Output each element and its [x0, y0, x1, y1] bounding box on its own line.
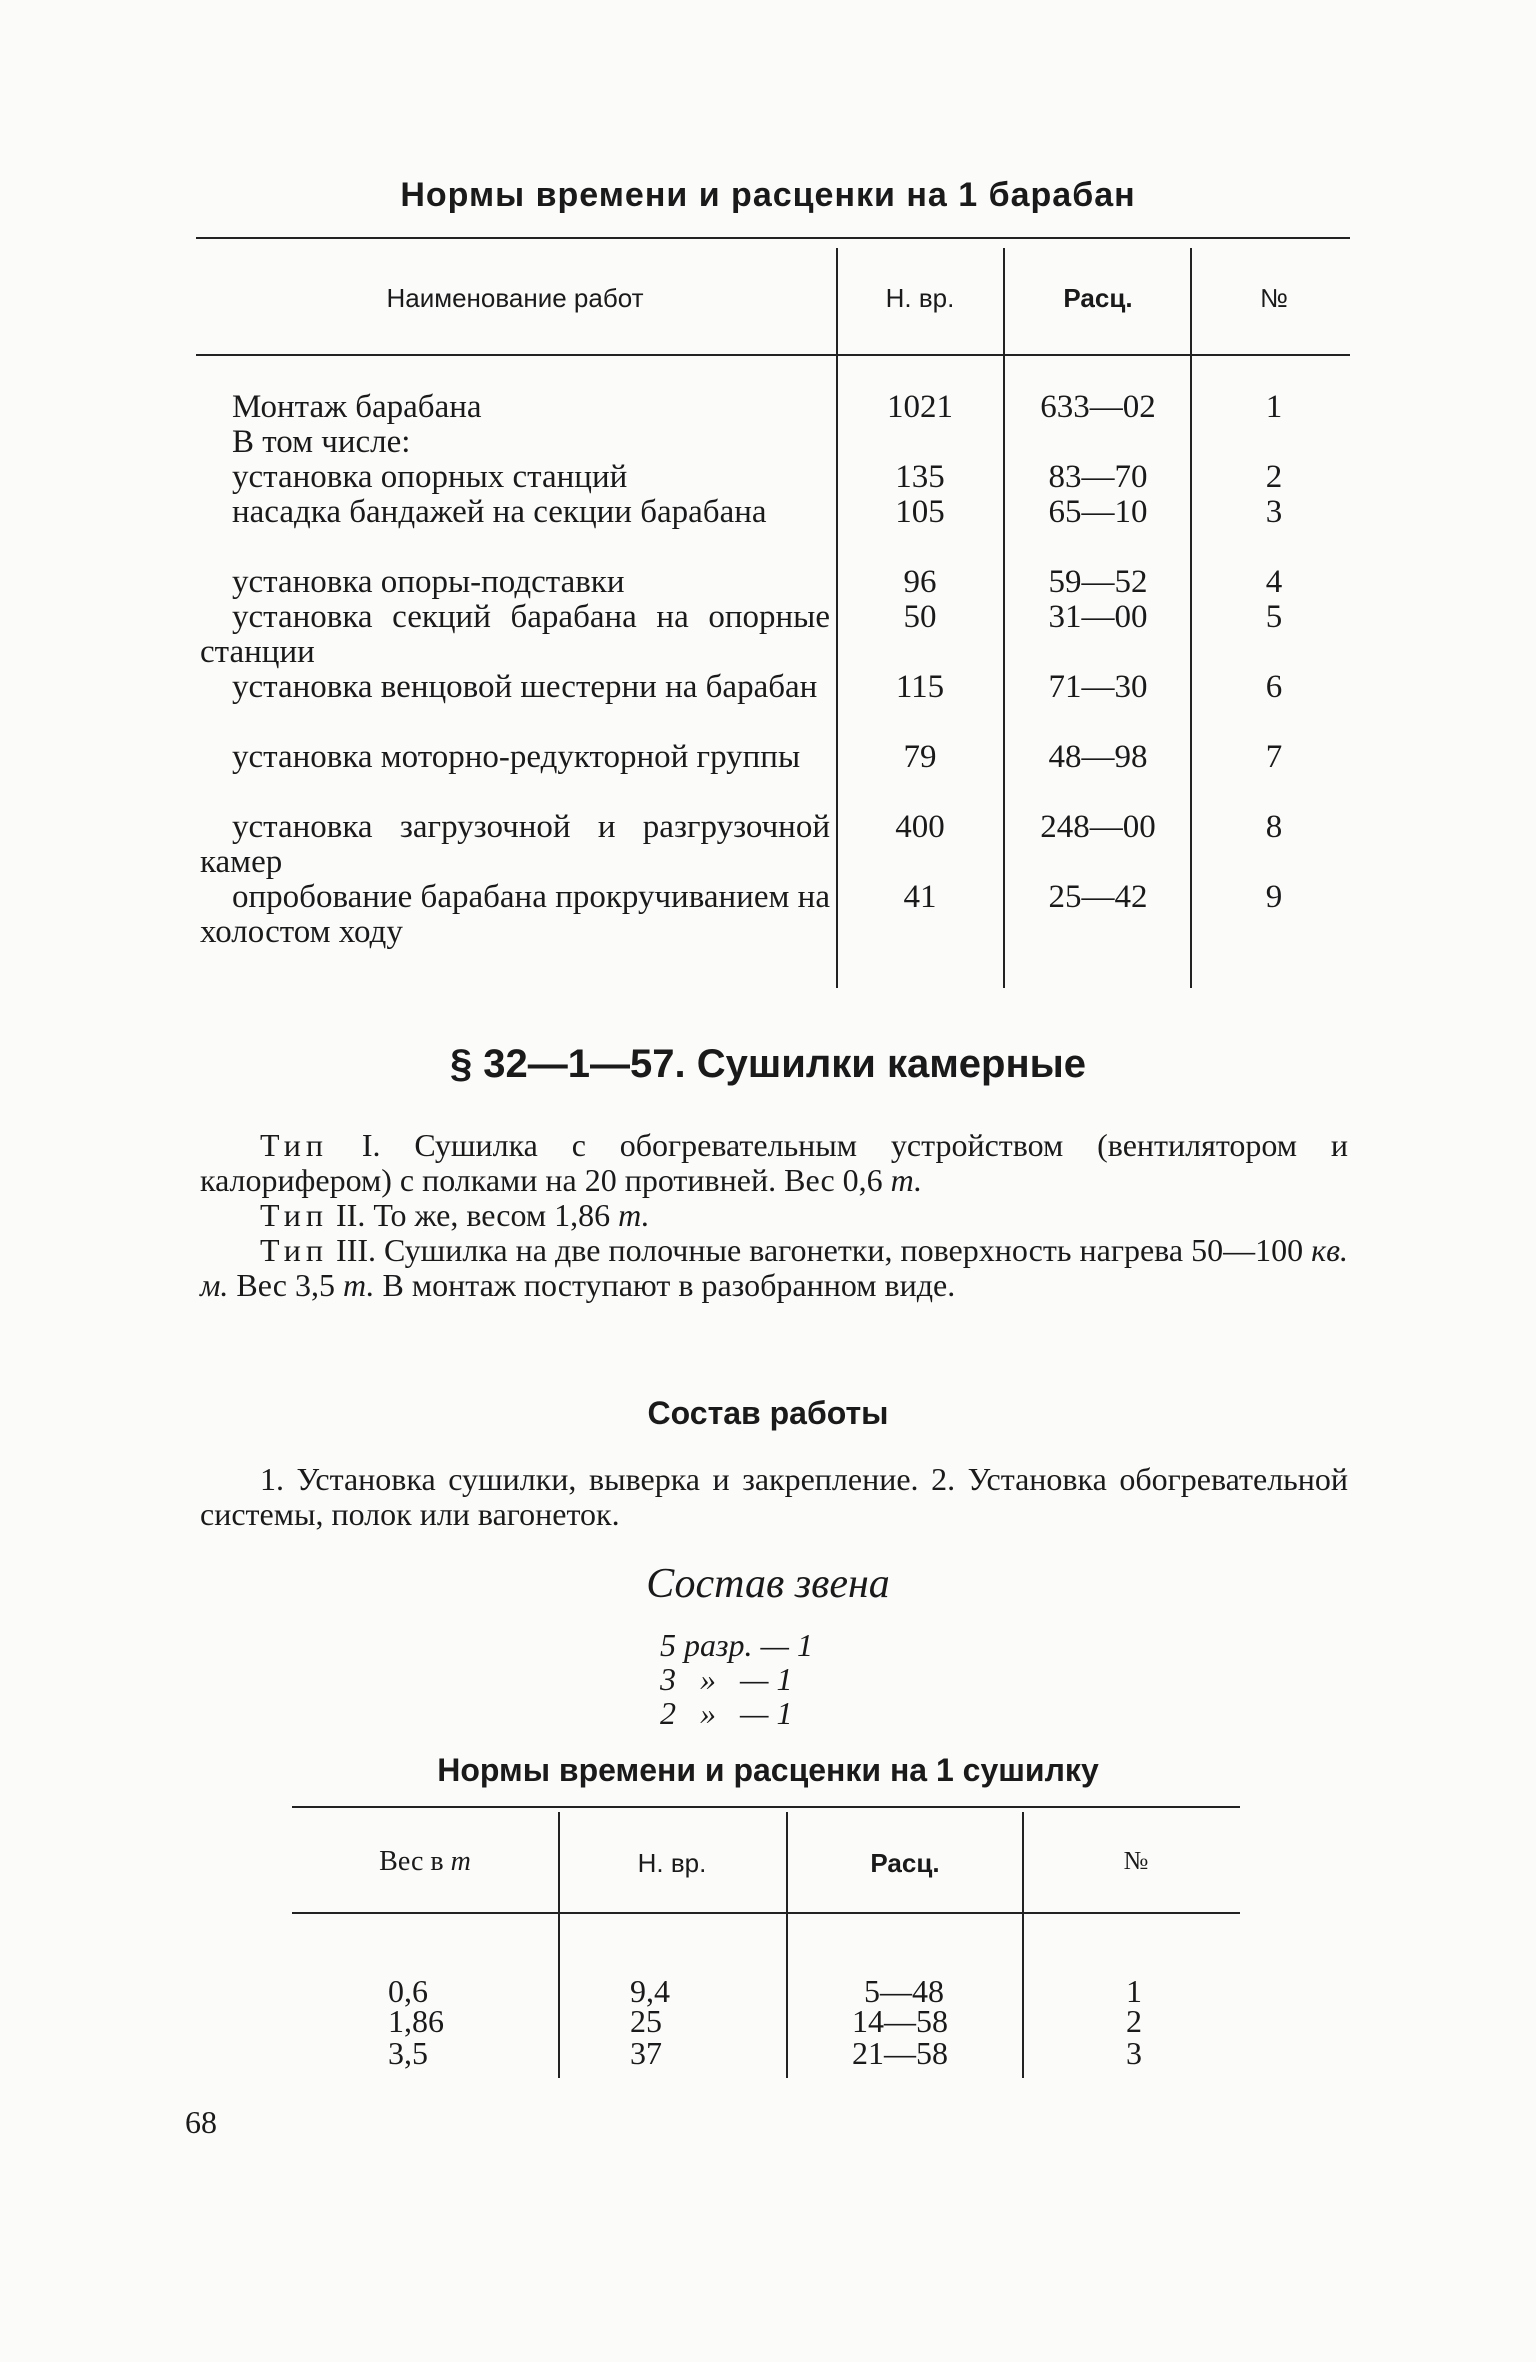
sostav-raboty-title: Состав работы	[647, 1395, 889, 1431]
table1-col-divider-1	[836, 248, 838, 988]
table1-cell-rasc: 633—02	[1040, 389, 1156, 425]
type1-text: I. Сушилка с обогревательным устройством (вентилятором и калорифером) с полками на 20 противней. Вес 0,6	[200, 1127, 1348, 1198]
table2-cell-ves: 3,5	[388, 2035, 428, 2071]
table2-col-divider-1	[558, 1812, 560, 2078]
table1-title: Нормы времени и расценки на 1 барабан	[400, 176, 1136, 214]
table2-cell-ves: 1,86	[388, 2003, 444, 2039]
table2-cell-nvr: 25	[630, 2003, 662, 2039]
table1-cell-no: 6	[1265, 669, 1283, 705]
table2-cell-no: 2	[1126, 2003, 1142, 2039]
table1-header-name: Наименование работ	[386, 283, 644, 313]
table2-header-nvr: Н. вр.	[637, 1848, 707, 1878]
page-number: 68	[185, 2104, 217, 2140]
table1-cell-nvr: 115	[895, 669, 945, 705]
table2-cell-no: 1	[1126, 1973, 1142, 2009]
table2-col-divider-3	[1022, 1812, 1024, 2078]
sostav-zvena-title: Состав звена	[646, 1561, 890, 1607]
type1-unit: т.	[890, 1162, 923, 1198]
table1-cell-rasc: 25—42	[1048, 879, 1148, 915]
type2-lead: Тип	[260, 1197, 328, 1233]
table1-cell-no: 9	[1265, 879, 1283, 915]
table1-cell-nvr: 1021	[887, 389, 953, 425]
table1-col-divider-3	[1190, 248, 1192, 988]
table2-cell-rasc: 5—48	[864, 1973, 944, 2009]
type3-text-a: III. Сушилка на две полочные вагонетки, поверхность нагрева 50—100	[328, 1232, 1312, 1268]
table2-header-rule	[292, 1912, 1240, 1914]
table1-cell-rasc: 59—52	[1048, 564, 1148, 600]
table2-header-ves-unit: т	[450, 1846, 471, 1877]
type3-text-b: Вес 3,5	[228, 1267, 343, 1303]
table1-row-name: установка опоры-подставки	[232, 564, 625, 600]
type3-paragraph	[200, 1233, 1348, 1303]
table1-cell-rasc: 65—10	[1048, 494, 1148, 530]
table2-header-no: №	[1123, 1846, 1149, 1875]
table1-cell-nvr: 79	[903, 739, 937, 775]
table1-cell-rasc: 48—98	[1048, 739, 1148, 775]
type2-unit: т.	[618, 1197, 650, 1233]
table1-cell-nvr: 135	[895, 459, 945, 495]
table1-cell-nvr: 41	[903, 879, 937, 915]
sostav-raboty-text: 1. Установка сушилки, выверка и закрепление. 2. Установка обогревательной системы, полок или вагонеток.	[200, 1461, 1348, 1532]
table1-cell-nvr: 400	[895, 809, 945, 845]
table1-row-name: установка венцовой шестерни на барабан	[232, 669, 818, 705]
table2-cell-ves: 0,6	[388, 1973, 428, 2009]
table1-header-rasc: Расц.	[1063, 283, 1133, 313]
type3-text-c: В монтаж поступают в разобранном виде.	[374, 1267, 956, 1303]
table1-row-name: установка опорных станций	[232, 459, 628, 495]
table2-header-ves	[300, 1846, 550, 1878]
table2-title: Нормы времени и расценки на 1 сушилку	[437, 1752, 1099, 1788]
table2-top-rule	[292, 1806, 1240, 1808]
sostav-zvena-row: 2 » — 1	[660, 1695, 793, 1731]
section-title: § 32—1—57. Сушилки камерные	[449, 1042, 1087, 1086]
table1-header-no: №	[1260, 283, 1288, 313]
table2-cell-rasc: 14—58	[852, 2003, 948, 2039]
table1-col-divider-2	[1003, 248, 1005, 988]
table1-cell-rasc: 31—00	[1048, 599, 1148, 635]
table1-row-name: установка моторно-редукторной группы	[232, 739, 801, 775]
table1-cell-no: 3	[1265, 494, 1283, 530]
table2-cell-rasc: 21—58	[852, 2035, 948, 2071]
table1-cell-no: 2	[1265, 459, 1283, 495]
table2-cell-no: 3	[1126, 2035, 1142, 2071]
sostav-zvena-row: 3 » — 1	[660, 1661, 793, 1697]
table1-row-name: установка секций барабана на опорные станции	[200, 599, 830, 670]
type2-paragraph	[200, 1198, 1348, 1233]
table1-row-name: установка загрузочной и разгрузочной камер	[200, 809, 830, 880]
table1-cell-nvr: 105	[895, 494, 945, 530]
table2-col-divider-2	[786, 1812, 788, 2078]
sostav-zvena-row: 5 разр. — 1	[660, 1627, 813, 1663]
table2-header-rasc: Расц.	[870, 1848, 940, 1878]
table1-cell-no: 7	[1265, 739, 1283, 775]
table1-top-rule	[196, 237, 1350, 239]
type3-lead: Тип	[260, 1232, 328, 1268]
table1-header-nvr: Н. вр.	[885, 283, 955, 313]
table1-row-name: опробование барабана прокручиванием на холостом ходу	[200, 879, 830, 950]
table1-cell-rasc: 248—00	[1040, 809, 1156, 845]
table2-cell-nvr: 9,4	[630, 1973, 670, 2009]
table1-cell-nvr: 96	[903, 564, 937, 600]
type3-unit-a: кв. м.	[200, 1232, 1348, 1303]
table1-cell-no: 8	[1265, 809, 1283, 845]
type1-paragraph	[200, 1128, 1348, 1198]
table2-header-ves-label: Вес в	[379, 1846, 451, 1877]
table1-header-rule	[196, 354, 1350, 356]
table1-cell-no: 1	[1265, 389, 1283, 425]
table2-cell-nvr: 37	[630, 2035, 662, 2071]
type3-unit-b: т.	[342, 1267, 375, 1303]
table1-cell-rasc: 83—70	[1048, 459, 1148, 495]
table1-row-name: В том числе:	[232, 424, 411, 460]
type2-text: II. То же, весом 1,86	[328, 1197, 619, 1233]
table1-cell-no: 5	[1265, 599, 1283, 635]
table1-cell-rasc: 71—30	[1048, 669, 1148, 705]
table1-row-name: насадка бандажей на секции барабана	[232, 494, 767, 530]
table1-cell-nvr: 50	[903, 599, 937, 635]
table1-cell-no: 4	[1265, 564, 1283, 600]
table1-row-name: Монтаж барабана	[232, 389, 482, 425]
type1-lead: Тип	[260, 1127, 328, 1163]
